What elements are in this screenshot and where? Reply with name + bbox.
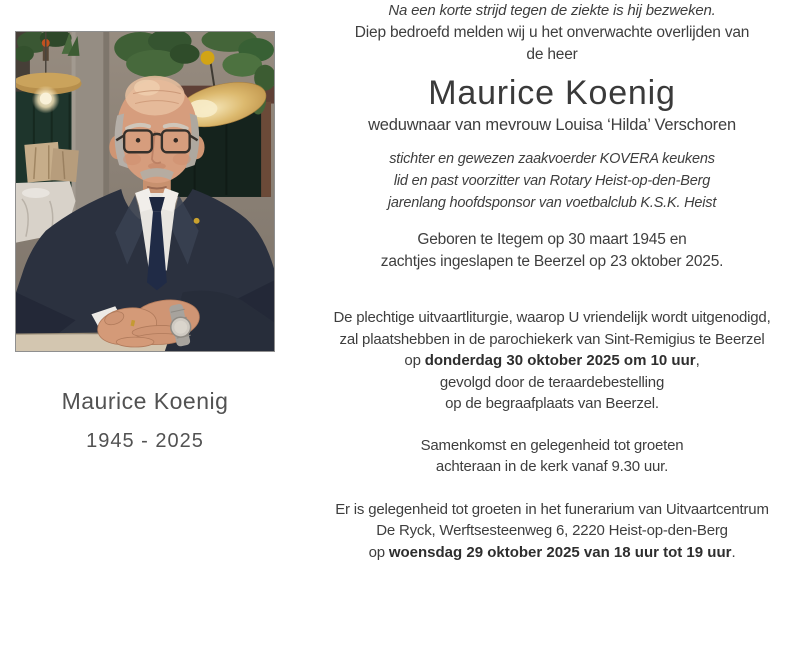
gathering-line: Samenkomst en gelegenheid tot groeten [420, 436, 684, 454]
funerarium-date-suffix: . [731, 543, 736, 561]
life-roles [312, 148, 792, 214]
photo-column [15, 31, 275, 453]
portrait-photo-drawing [16, 32, 274, 351]
deceased-name: Maurice Koenig [428, 74, 676, 112]
liturgy-line: zal plaatshebben in de parochiekerk van Sint-Remigius te Beerzel [339, 330, 765, 348]
funerarium-date-prefix: op [368, 543, 389, 561]
portrait-photo [15, 31, 275, 352]
liturgy-line: De plechtige uitvaartliturgie, waarop U vriendelijk wordt uitgenodigd, [333, 309, 771, 326]
liturgy-line: gevolgd door de teraardebestelling [439, 373, 665, 391]
life-role-line: lid en past voorzitter van Rotary Heist-op-den-Berg [393, 173, 711, 189]
announcement-column [312, 0, 792, 563]
liturgy-date-prefix: op [404, 352, 425, 369]
birth-line: Geboren te Itegem op 30 maart 1945 en [417, 231, 687, 248]
intro-line: Na een korte strijd tegen de ziekte is hij bezweken. [388, 2, 716, 19]
liturgy-date-suffix: , [695, 352, 700, 369]
life-role-line: jarenlang hoofdsponsor van voetbalclub K.S.K. Heist [387, 195, 717, 211]
funerarium-line: Er is gelegenheid tot groeten in het funerarium van Uitvaartcentrum [335, 500, 769, 518]
gathering-paragraph [312, 435, 792, 478]
photo-caption-years: 1945 - 2025 [86, 430, 204, 452]
death-line: zachtjes ingeslapen te Beerzel op 23 oktober 2025. [380, 253, 724, 270]
liturgy-line: op de begraafplaats van Beerzel. [445, 395, 659, 412]
life-role-line: stichter en gewezen zaakvoerder KOVERA keukens [389, 151, 715, 167]
announcement-line: Diep bedroefd melden wij u het onverwachte overlijden van [354, 24, 750, 41]
widower-line: weduwnaar van mevrouw Louisa ‘Hilda’ Verschoren [368, 116, 736, 134]
liturgy-date-bold: donderdag 30 oktober 2025 om 10 uur [424, 352, 696, 369]
lapel-pin [194, 218, 200, 224]
photo-caption-name: Maurice Koenig [61, 388, 229, 414]
funerarium-paragraph [312, 499, 792, 564]
funeral-service-paragraph [312, 307, 792, 415]
funerarium-line: De Ryck, Werftsesteenweg 6, 2220 Heist-op-den-Berg [376, 522, 728, 539]
liturgy-date-line [312, 350, 792, 372]
funerarium-date-line [312, 542, 792, 564]
funerarium-date-bold: woensdag 29 oktober 2025 van 18 uur tot 19 uur [388, 543, 732, 561]
gathering-line: achteraan in de kerk vanaf 9.30 uur. [435, 458, 669, 475]
birth-death-lines [312, 229, 792, 273]
salutation: de heer [526, 46, 578, 63]
photo-caption [15, 388, 275, 453]
